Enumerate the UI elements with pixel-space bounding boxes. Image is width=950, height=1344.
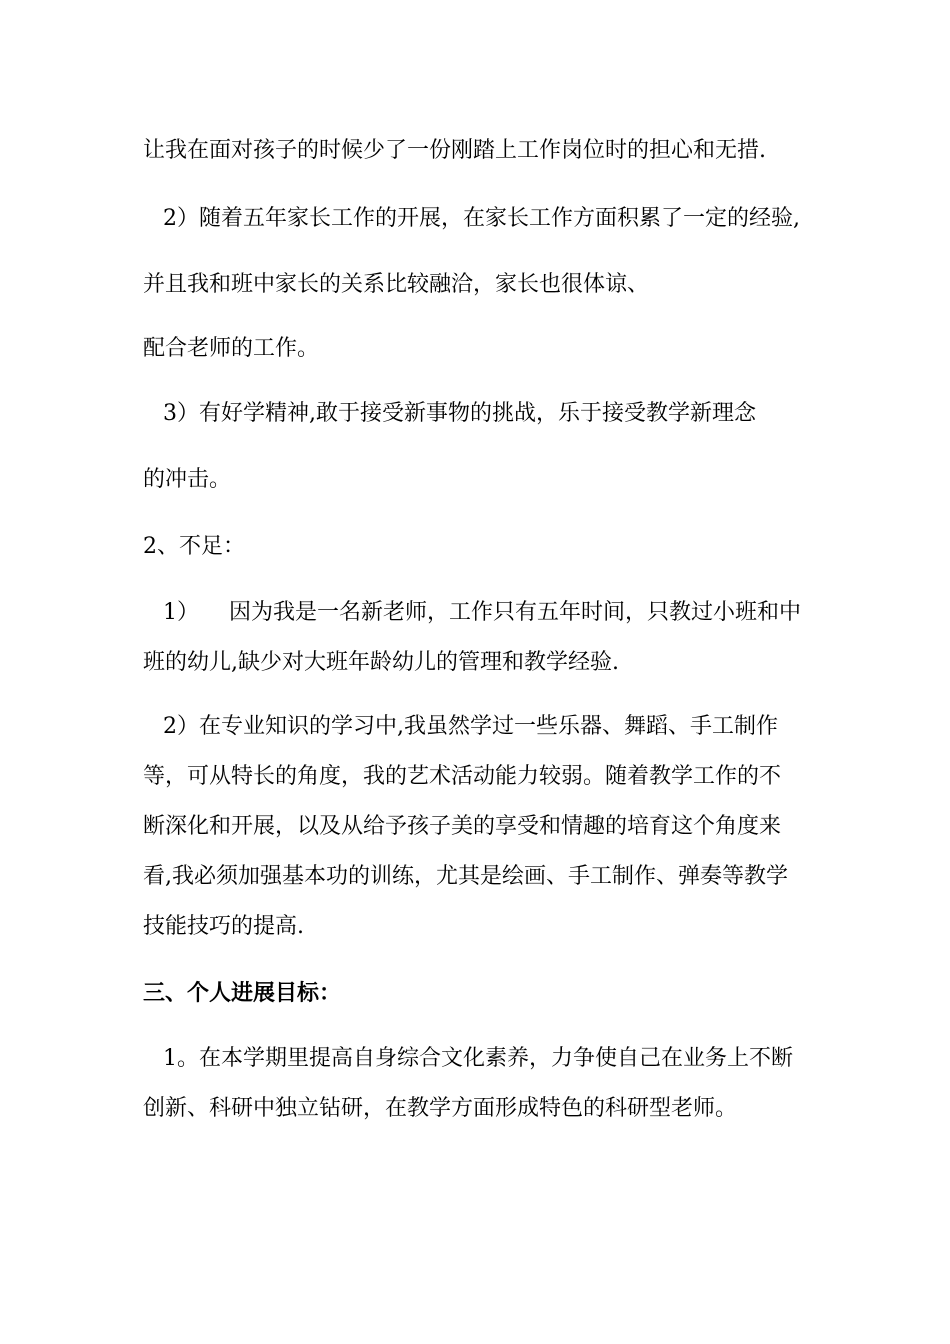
text-fragment: 因为我是一名新老师，工作只有五年时间，只教过小班和中 — [229, 600, 802, 625]
list-marker: 1） — [163, 600, 199, 625]
text-line: 技能技巧的提高. — [143, 914, 304, 939]
text-line: 3）有好学精神,敢于接受新事物的挑战，乐于接受教学新理念 — [163, 401, 756, 426]
text-line: 班的幼儿,缺少对大班年龄幼儿的管理和教学经验. — [143, 650, 619, 675]
text-line: 并且我和班中家长的关系比较融洽，家长也很体谅、 — [143, 272, 650, 297]
text-line: 断深化和开展，以及从给予孩子美的享受和情趣的培育这个角度来 — [143, 814, 782, 839]
text-line: 1。在本学期里提高自身综合文化素养，力争使自己在业务上不断 — [163, 1046, 793, 1071]
text-line: 看,我必须加强基本功的训练，尤其是绘画、手工制作、弹奏等教学 — [143, 864, 788, 889]
text-line: 让我在面对孩子的时候少了一份刚踏上工作岗位时的担心和无措. — [143, 138, 766, 163]
text-line: 配合老师的工作。 — [143, 336, 320, 361]
text-line: 等，可从特长的角度，我的艺术活动能力较弱。随着教学工作的不 — [143, 764, 782, 789]
text-line: 2）在专业知识的学习中,我虽然学过一些乐器、舞蹈、手工制作 — [163, 714, 778, 739]
section-heading: 2、不足： — [143, 534, 245, 559]
text-line: 创新、科研中独立钻研，在教学方面形成特色的科研型老师。 — [143, 1096, 738, 1121]
text-line: 2）随着五年家长工作的开展，在家长工作方面积累了一定的经验, — [163, 206, 800, 231]
section-heading: 三、个人进展目标： — [143, 980, 342, 1006]
text-line — [163, 598, 801, 628]
text-line: 的冲击。 — [143, 467, 232, 492]
